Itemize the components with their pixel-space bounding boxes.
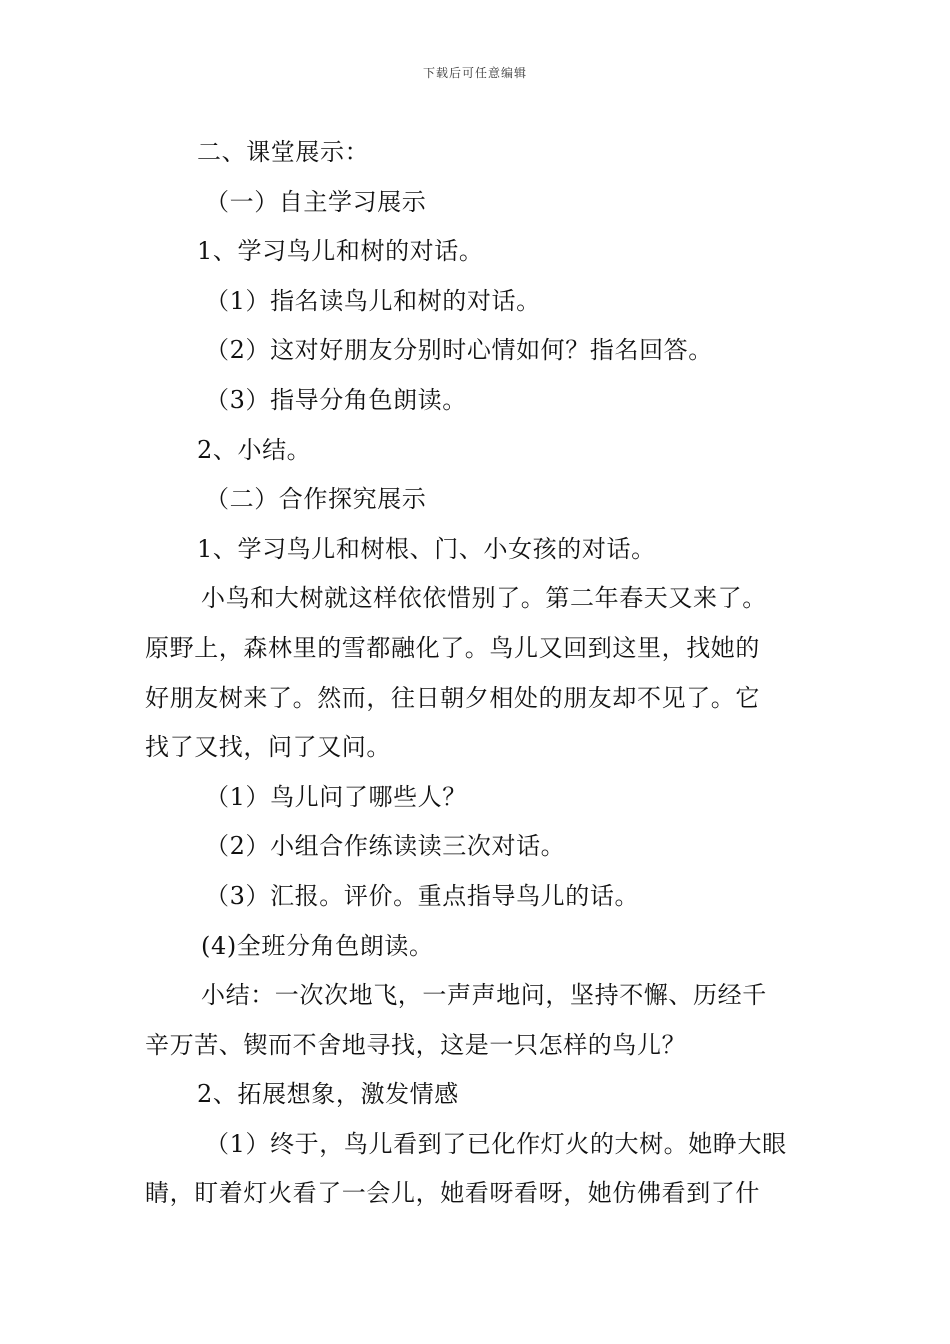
section-heading: 二、课堂展示： (197, 138, 370, 166)
subsection-heading: （一）自主学习展示 (205, 187, 427, 216)
page-header: 下载后可任意编辑 (422, 66, 527, 80)
list-item: （3）指导分角色朗读。 (205, 385, 467, 414)
list-item: （1）指名读鸟儿和树的对话。 (205, 286, 541, 315)
document-body (145, 128, 815, 1219)
list-item: 1、学习鸟儿和树根、门、小女孩的对话。 (197, 534, 656, 563)
subsection-heading: （二）合作探究展示 (205, 485, 427, 514)
paragraph-line: 原野上，森林里的雪都融化了。鸟儿又回到这里，找她的 (145, 633, 760, 662)
list-item: （1）鸟儿问了哪些人？ (205, 782, 467, 811)
paragraph-line: 好朋友树来了。然而，往日朝夕相处的朋友却不见了。它 (145, 683, 760, 712)
list-item: （2）小组合作练读读三次对话。 (205, 832, 566, 861)
list-item: （2）这对好朋友分别时心情如何？指名回答。 (205, 336, 713, 365)
paragraph-line: （1）终于，鸟儿看到了已化作灯火的大树。她睁大眼 (205, 1129, 787, 1158)
list-item: (4)全班分角色朗读。 (201, 931, 434, 960)
list-item: 1、学习鸟儿和树的对话。 (197, 237, 484, 266)
paragraph-line: 辛万苦、锲而不舍地寻找，这是一只怎样的鸟儿？ (145, 1030, 687, 1059)
list-item: 2、小结。 (197, 435, 312, 464)
paragraph-line: 小鸟和大树就这样依依惜别了。第二年春天又来了。 (201, 584, 767, 613)
list-item: 2、拓展想象，激发情感 (197, 1080, 459, 1109)
paragraph-line: 找了又找，问了又问。 (145, 733, 391, 762)
paragraph-line: 小结：一次次地飞，一声声地问，坚持不懈、历经千 (201, 981, 767, 1010)
paragraph-line: 睛，盯着灯火看了一会儿，她看呀看呀，她仿佛看到了什 (145, 1179, 760, 1208)
list-item: （3）汇报。评价。重点指导鸟儿的话。 (205, 881, 640, 910)
